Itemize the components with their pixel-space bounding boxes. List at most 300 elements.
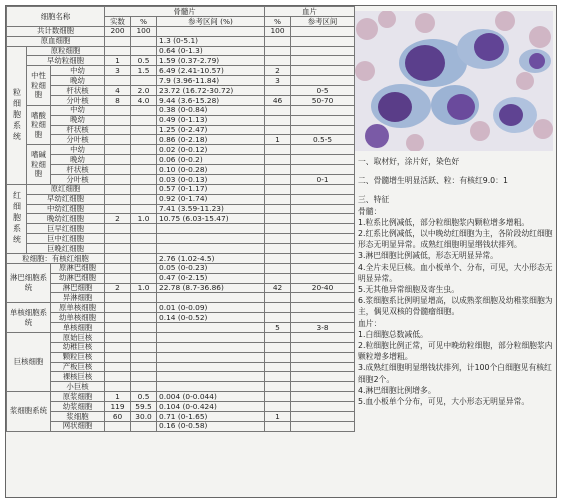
row-blood-ref [291, 362, 355, 372]
table-row [7, 86, 355, 96]
header-count: 实数 [105, 16, 131, 26]
row-blood-ref [291, 204, 355, 214]
row-blood-ref [291, 66, 355, 76]
table-row [7, 244, 355, 254]
row-blood-ref [291, 56, 355, 66]
row-percent [131, 273, 157, 283]
row-count [105, 303, 131, 313]
row-blood-percent: 1 [265, 411, 291, 421]
row-blood-ref [291, 352, 355, 362]
row-ref: 0.47 (0-2.15) [157, 273, 265, 283]
row-name: 网状细胞 [51, 421, 105, 431]
table-row [7, 372, 355, 382]
row-blood-percent [265, 263, 291, 273]
row-count [105, 36, 131, 46]
table-row [7, 402, 355, 412]
row-count [105, 46, 131, 56]
row-blood-percent: 42 [265, 283, 291, 293]
note-marrow-heading: 骨髓： [358, 206, 382, 216]
row-ref: 0.92 (0-1.74) [157, 194, 265, 204]
row-count [105, 273, 131, 283]
row-name: 原浆细胞 [51, 392, 105, 402]
note-sample-quality: 一、取材好，涂片好，染色好 [358, 157, 460, 166]
header-blood-ref: 参考区间 [291, 16, 355, 26]
row-ref [157, 234, 265, 244]
row-percent: 100 [131, 26, 157, 36]
row-name: 共计数细胞 [7, 26, 105, 36]
table-row [7, 283, 355, 293]
row-blood-ref [291, 372, 355, 382]
row-name: 晚幼 [51, 115, 105, 125]
row-blood-ref [291, 263, 355, 273]
group-label-lymphoid: 淋巴细胞系统 [7, 263, 51, 303]
row-name: 分叶核 [51, 95, 105, 105]
row-ref: 0.14 (0-0.52) [157, 313, 265, 323]
row-blood-percent [265, 115, 291, 125]
row-name: 早幼粒细胞 [27, 56, 105, 66]
row-blood-ref [291, 234, 355, 244]
row-name: 晚幼 [51, 76, 105, 86]
row-count: 1 [105, 56, 131, 66]
table-row [7, 26, 355, 36]
header-blood: 血片 [265, 7, 355, 17]
row-percent: 0.5 [131, 56, 157, 66]
table-row [7, 234, 355, 244]
row-name: 异淋细胞 [51, 293, 105, 303]
group-label-granulocyte: 粒细胞系统 [7, 46, 27, 184]
row-percent [131, 313, 157, 323]
row-blood-percent [265, 372, 291, 382]
row-percent [131, 115, 157, 125]
row-blood-percent: 3 [265, 76, 291, 86]
row-blood-percent [265, 332, 291, 342]
row-count [105, 313, 131, 323]
row-ref: 2.76 (1.02-4.5) [157, 253, 265, 263]
row-percent: 1.5 [131, 66, 157, 76]
row-ref [157, 293, 265, 303]
header-marrow: 骨髓片 [105, 7, 265, 17]
row-ref [157, 224, 265, 234]
group-label-erythroid: 红细胞系统 [7, 184, 27, 253]
row-blood-ref [291, 332, 355, 342]
row-blood-percent [265, 165, 291, 175]
note-blood-2: 2.粒细胞比例正常，可见中晚幼粒细胞，部分粒细胞浆内颗粒增多增粗。 [358, 341, 553, 362]
group-label-monocyte: 单核细胞系统 [7, 303, 51, 333]
row-name: 杆状核 [51, 125, 105, 135]
row-blood-percent: 100 [265, 26, 291, 36]
table-row [7, 204, 355, 214]
row-name: 原血细胞 [7, 36, 105, 46]
row-blood-ref: 3-8 [291, 323, 355, 333]
row-blood-ref [291, 76, 355, 86]
table-row [7, 165, 355, 175]
row-name: 晚幼红细胞 [27, 214, 105, 224]
row-ref [157, 372, 265, 382]
row-ref: 0.004 (0-0.044) [157, 392, 265, 402]
row-blood-ref [291, 313, 355, 323]
table-row [7, 46, 355, 56]
row-blood-ref: 50-70 [291, 95, 355, 105]
row-percent: 1.0 [131, 214, 157, 224]
row-name: 中幼 [51, 105, 105, 115]
row-percent [131, 263, 157, 273]
row-percent [131, 165, 157, 175]
row-percent [131, 234, 157, 244]
note-features-heading: 三、特征 [358, 195, 390, 205]
row-percent [131, 125, 157, 135]
row-blood-ref [291, 165, 355, 175]
row-name: 小巨核 [51, 382, 105, 392]
row-count [105, 115, 131, 125]
row-percent [131, 332, 157, 342]
row-blood-ref [291, 303, 355, 313]
row-ref: 7.9 (3.96-11.84) [157, 76, 265, 86]
row-count: 119 [105, 402, 131, 412]
row-percent: 1.0 [131, 283, 157, 293]
row-blood-ref: 20-40 [291, 283, 355, 293]
row-ref: 0.38 (0-0.84) [157, 105, 265, 115]
table-row [7, 145, 355, 155]
row-blood-ref [291, 36, 355, 46]
row-blood-percent [265, 362, 291, 372]
row-ref: 0.02 (0-0.12) [157, 145, 265, 155]
row-ref: 0.49 (0-1.13) [157, 115, 265, 125]
row-name: 原红细胞 [27, 184, 105, 194]
row-count [105, 372, 131, 382]
row-name: 产板巨核 [51, 362, 105, 372]
row-name: 浆细胞 [51, 411, 105, 421]
table-row [7, 224, 355, 234]
row-count [105, 76, 131, 86]
row-blood-ref [291, 115, 355, 125]
row-percent: 0.5 [131, 392, 157, 402]
row-percent [131, 105, 157, 115]
table-row [7, 135, 355, 145]
row-blood-percent [265, 184, 291, 194]
row-percent [131, 323, 157, 333]
row-percent [131, 382, 157, 392]
table-row [7, 66, 355, 76]
row-blood-ref [291, 194, 355, 204]
row-blood-percent [265, 174, 291, 184]
row-blood-percent [265, 56, 291, 66]
cell-count-table [6, 6, 355, 432]
table-row [7, 95, 355, 105]
row-ref: 0.06 (0-0.2) [157, 155, 265, 165]
row-percent [131, 372, 157, 382]
row-count [105, 194, 131, 204]
group-label-megakaryocyte: 巨核细胞 [7, 332, 51, 391]
row-ref: 1.59 (0.37-2.79) [157, 56, 265, 66]
row-percent: 30.0 [131, 411, 157, 421]
row-percent [131, 293, 157, 303]
row-blood-ref [291, 273, 355, 283]
row-ref [157, 244, 265, 254]
row-blood-ref: 0-5 [291, 86, 355, 96]
row-count [105, 263, 131, 273]
table-row [7, 155, 355, 165]
row-percent [131, 46, 157, 56]
header-blood-percent: % [265, 16, 291, 26]
table-row [7, 362, 355, 372]
table-row [7, 36, 355, 46]
row-blood-percent [265, 421, 291, 431]
row-blood-ref [291, 46, 355, 56]
row-blood-ref [291, 224, 355, 234]
row-blood-percent [265, 105, 291, 115]
row-ref [157, 332, 265, 342]
note-blood-4: 4.淋巴细胞比例增多。 [358, 385, 436, 395]
row-blood-percent [265, 382, 291, 392]
row-percent: 59.5 [131, 402, 157, 412]
row-ref: 23.72 (16.72-30.72) [157, 86, 265, 96]
row-blood-ref: 0.5-5 [291, 135, 355, 145]
row-count [105, 323, 131, 333]
row-blood-percent [265, 402, 291, 412]
row-name: 分叶核 [51, 135, 105, 145]
row-ref: 0.16 (0-0.58) [157, 421, 265, 431]
row-percent [131, 421, 157, 431]
table-row [7, 214, 355, 224]
row-name: 中幼 [51, 145, 105, 155]
table-row [7, 293, 355, 303]
row-ref: 0.10 (0-0.28) [157, 165, 265, 175]
row-name: 晚幼 [51, 155, 105, 165]
row-blood-percent [265, 145, 291, 155]
group-label-plasma: 浆细胞系统 [7, 392, 51, 432]
row-ref: 0.03 (0-0.13) [157, 174, 265, 184]
table-row [7, 332, 355, 342]
table-row [7, 125, 355, 135]
row-count: 200 [105, 26, 131, 36]
header-row [7, 7, 355, 17]
report-notes [358, 156, 554, 407]
table-row [7, 342, 355, 352]
row-blood-percent [265, 352, 291, 362]
row-blood-percent [265, 36, 291, 46]
row-blood-percent [265, 86, 291, 96]
row-blood-percent [265, 194, 291, 204]
row-percent [131, 244, 157, 254]
table-row [7, 184, 355, 194]
group-label-neutrophil: 中性粒细胞 [27, 66, 51, 106]
row-percent [131, 36, 157, 46]
row-count: 60 [105, 411, 131, 421]
row-ref: 0.01 (0-0.09) [157, 303, 265, 313]
row-blood-ref [291, 244, 355, 254]
row-name: 裸核巨核 [51, 372, 105, 382]
row-name: 幼淋巴细胞 [51, 273, 105, 283]
row-count: 8 [105, 95, 131, 105]
row-count [105, 105, 131, 115]
note-blood-1: 1.白细胞总数减低。 [358, 329, 428, 339]
report-sheet [5, 5, 557, 498]
row-ref: 6.49 (2.41-10.57) [157, 66, 265, 76]
row-name: 幼稚巨核 [51, 342, 105, 352]
row-blood-ref [291, 293, 355, 303]
row-name: 原单核细胞 [51, 303, 105, 313]
row-count [105, 145, 131, 155]
row-percent [131, 194, 157, 204]
row-ref: 1.25 (0-2.47) [157, 125, 265, 135]
group-label-eosinophil: 嗜酸粒细胞 [27, 105, 51, 145]
table-row [7, 352, 355, 362]
row-count [105, 253, 131, 263]
table-row [7, 76, 355, 86]
table-row [7, 421, 355, 431]
row-count [105, 184, 131, 194]
header-ref-range: 参考区间 (%) [157, 16, 265, 26]
note-marrow-6: 6.浆细胞系比例明显增高，以成熟浆细胞及幼稚浆细胞为主，偶见双核的骨髓瘤细胞。 [358, 296, 553, 317]
row-blood-ref [291, 155, 355, 165]
note-marrow-5: 5.无其他异常细胞及寄生虫。 [358, 285, 460, 295]
note-marrow-3: 3.淋巴细胞比例减低，形态无明显异常。 [358, 251, 498, 261]
row-count [105, 174, 131, 184]
row-percent [131, 352, 157, 362]
table-row [7, 273, 355, 283]
row-count [105, 155, 131, 165]
row-ref: 0.05 (0-0.23) [157, 263, 265, 273]
row-name: 幼浆细胞 [51, 402, 105, 412]
row-blood-percent [265, 204, 291, 214]
row-percent [131, 174, 157, 184]
table-row [7, 392, 355, 402]
row-percent [131, 76, 157, 86]
row-blood-percent: 1 [265, 135, 291, 145]
row-name: 早幼红细胞 [27, 194, 105, 204]
note-blood-heading: 血片： [358, 318, 382, 328]
row-blood-percent [265, 46, 291, 56]
row-count [105, 234, 131, 244]
row-count [105, 125, 131, 135]
row-blood-percent [265, 342, 291, 352]
row-count [105, 362, 131, 372]
row-percent [131, 135, 157, 145]
row-count [105, 293, 131, 303]
row-ref: 0.71 (0-1.65) [157, 411, 265, 421]
row-blood-percent [265, 234, 291, 244]
row-blood-ref [291, 184, 355, 194]
row-name: 幼单核细胞 [51, 313, 105, 323]
row-count: 2 [105, 283, 131, 293]
row-blood-ref [291, 145, 355, 155]
row-count [105, 204, 131, 214]
row-blood-ref [291, 421, 355, 431]
row-blood-ref [291, 392, 355, 402]
row-ref [157, 352, 265, 362]
row-name: 粒细胞：有核红细胞 [7, 253, 105, 263]
row-name: 原始巨核 [51, 332, 105, 342]
table-row [7, 323, 355, 333]
row-count [105, 382, 131, 392]
row-blood-percent [265, 313, 291, 323]
row-ref [157, 382, 265, 392]
row-ref: 0.57 (0-1.17) [157, 184, 265, 194]
row-blood-ref: 0-1 [291, 174, 355, 184]
row-percent: 4.0 [131, 95, 157, 105]
table-row [7, 194, 355, 204]
row-blood-ref [291, 342, 355, 352]
row-blood-ref [291, 214, 355, 224]
row-count [105, 421, 131, 431]
row-blood-ref [291, 253, 355, 263]
row-ref [157, 342, 265, 352]
row-percent [131, 253, 157, 263]
row-blood-ref [291, 26, 355, 36]
row-blood-ref [291, 411, 355, 421]
row-percent [131, 342, 157, 352]
row-percent [131, 362, 157, 372]
row-name: 颗粒巨核 [51, 352, 105, 362]
row-name: 淋巴细胞 [51, 283, 105, 293]
row-percent [131, 145, 157, 155]
row-name: 巨晚红细胞 [27, 244, 105, 254]
row-ref: 0.64 (0-1.3) [157, 46, 265, 56]
row-blood-percent [265, 214, 291, 224]
note-marrow-proliferation: 二、骨髓增生明显活跃、粒：有核红9.0：1 [358, 176, 508, 186]
row-count [105, 165, 131, 175]
row-blood-percent: 46 [265, 95, 291, 105]
header-percent: % [131, 16, 157, 26]
row-blood-percent [265, 273, 291, 283]
row-ref: 9.44 (3.6-15.28) [157, 95, 265, 105]
row-count [105, 332, 131, 342]
row-percent [131, 155, 157, 165]
row-percent [131, 303, 157, 313]
row-name: 巨中红细胞 [27, 234, 105, 244]
row-ref: 7.41 (3.59-11.23) [157, 204, 265, 214]
row-ref: 0.104 (0-0.424) [157, 402, 265, 412]
row-blood-percent [265, 125, 291, 135]
row-blood-percent [265, 244, 291, 254]
row-blood-ref [291, 402, 355, 412]
row-count: 2 [105, 214, 131, 224]
row-blood-percent [265, 303, 291, 313]
bone-marrow-micrograph [355, 11, 553, 151]
table-row [7, 56, 355, 66]
row-percent [131, 224, 157, 234]
row-blood-percent: 2 [265, 66, 291, 76]
row-ref [157, 26, 265, 36]
row-ref: 10.75 (6.03-15.47) [157, 214, 265, 224]
row-name: 巨早红细胞 [27, 224, 105, 234]
row-percent [131, 204, 157, 214]
note-marrow-4: 4.全片未见巨核。血小板单个、分布，可见，大小形态无明显异常。 [358, 262, 553, 283]
row-name: 分叶核 [51, 174, 105, 184]
table-row [7, 105, 355, 115]
row-count: 1 [105, 392, 131, 402]
row-name: 杆状核 [51, 86, 105, 96]
header-cell-name: 细胞名称 [7, 7, 105, 27]
row-count: 3 [105, 66, 131, 76]
row-blood-percent [265, 224, 291, 234]
table-row [7, 174, 355, 184]
row-count [105, 342, 131, 352]
row-ref: 0.86 (0-2.18) [157, 135, 265, 145]
table-row [7, 253, 355, 263]
table-row [7, 382, 355, 392]
row-blood-percent [265, 155, 291, 165]
note-marrow-2: 2.红系比例减低，以中晚幼红细胞为主，各阶段幼红细胞形态无明显异常。成熟红细胞明显缗钱状排列。 [358, 229, 553, 250]
group-label-basophil: 嗜碱粒细胞 [27, 145, 51, 185]
table-row [7, 313, 355, 323]
row-ref: 1.3 (0-5.1) [157, 36, 265, 46]
row-count [105, 352, 131, 362]
row-blood-percent: 5 [265, 323, 291, 333]
row-blood-ref [291, 125, 355, 135]
table-row [7, 411, 355, 421]
note-marrow-1: 1.粒系比例减低，部分粒细胞浆内颗粒增多增粗。 [358, 217, 530, 227]
